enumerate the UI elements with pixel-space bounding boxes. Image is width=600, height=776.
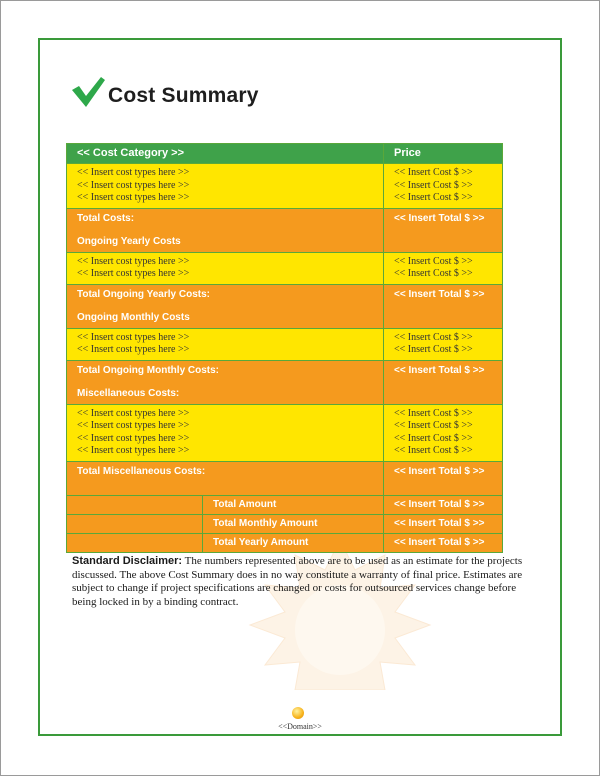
cost-item-label[interactable]: << Insert cost types here >> xyxy=(77,268,190,279)
section-heading: Ongoing Yearly Costs xyxy=(77,235,181,247)
header-category: << Cost Category >> xyxy=(67,144,384,164)
section-total-value[interactable]: << Insert Total $ >> xyxy=(384,208,503,252)
cost-item-list xyxy=(67,404,384,461)
section-total-cell xyxy=(67,461,384,495)
table-header-row xyxy=(67,144,503,164)
cost-price-list xyxy=(384,404,503,461)
section-total-label: Total Ongoing Monthly Costs: xyxy=(77,364,220,376)
disclaimer-heading: Standard Disclaimer: xyxy=(72,555,183,567)
cost-item-price[interactable]: << Insert Cost $ >> xyxy=(394,167,473,178)
section-total-cell xyxy=(67,208,384,252)
section-total-row xyxy=(67,461,503,495)
cost-items-row xyxy=(67,252,503,284)
summary-label: Total Yearly Amount xyxy=(203,533,384,552)
disclaimer-text: The numbers represented above are to be used as an estimate for the projects discussed. The above Cost Summary does in no way constitute a warranty of final price. Estimates are subject to change if project specifications are changed or costs for outsourced services change before being locked in by a binding contract. xyxy=(72,555,523,608)
cost-item-price[interactable]: << Insert Cost $ >> xyxy=(394,255,473,267)
section-total-row xyxy=(67,360,503,404)
section-total-label: Total Costs: xyxy=(77,212,135,224)
section-gap xyxy=(77,225,383,236)
cost-item-label[interactable]: << Insert cost types here >> xyxy=(77,445,190,456)
cost-items-row xyxy=(67,404,503,461)
section-heading: Ongoing Monthly Costs xyxy=(77,311,190,323)
page-title: Cost Summary xyxy=(108,84,259,107)
cost-item-label[interactable]: << Insert cost types here >> xyxy=(77,192,190,203)
cost-item-label[interactable]: << Insert cost types here >> xyxy=(77,255,190,267)
cost-item-price[interactable]: << Insert Cost $ >> xyxy=(394,179,473,191)
cost-item-price[interactable]: << Insert Cost $ >> xyxy=(394,344,473,355)
section-heading: Miscellaneous Costs: xyxy=(77,387,180,399)
cost-item-price[interactable]: << Insert Cost $ >> xyxy=(394,420,473,431)
section-total-label: Total Ongoing Yearly Costs: xyxy=(77,288,210,300)
cost-item-price[interactable]: << Insert Cost $ >> xyxy=(394,192,473,203)
section-total-label: Total Miscellaneous Costs: xyxy=(77,465,206,477)
cost-item-label[interactable]: << Insert cost types here >> xyxy=(77,331,190,343)
cost-item-list xyxy=(67,164,384,209)
summary-value[interactable]: << Insert Total $ >> xyxy=(384,533,503,552)
summary-blank xyxy=(67,495,203,514)
title-row xyxy=(70,76,259,108)
section-total-cell xyxy=(67,284,384,328)
cost-price-list xyxy=(384,328,503,360)
cost-table xyxy=(66,143,503,553)
summary-label: Total Monthly Amount xyxy=(203,514,384,533)
cost-price-list xyxy=(384,164,503,209)
cost-item-label[interactable]: << Insert cost types here >> xyxy=(77,167,190,178)
section-gap xyxy=(77,301,383,312)
cost-item-list xyxy=(67,328,384,360)
section-gap xyxy=(77,377,383,388)
section-total-row xyxy=(67,284,503,328)
footer-logo-icon xyxy=(292,707,304,719)
summary-value[interactable]: << Insert Total $ >> xyxy=(384,514,503,533)
section-total-value[interactable]: << Insert Total $ >> xyxy=(384,284,503,328)
cost-item-label[interactable]: << Insert cost types here >> xyxy=(77,432,190,444)
cost-item-price[interactable]: << Insert Cost $ >> xyxy=(394,445,473,456)
summary-row xyxy=(67,533,503,552)
section-total-cell xyxy=(67,360,384,404)
cost-item-price[interactable]: << Insert Cost $ >> xyxy=(394,432,473,444)
cost-items-row xyxy=(67,328,503,360)
summary-blank xyxy=(67,533,203,552)
section-total-value[interactable]: << Insert Total $ >> xyxy=(384,360,503,404)
cost-item-price[interactable]: << Insert Cost $ >> xyxy=(394,407,473,419)
summary-row xyxy=(67,514,503,533)
disclaimer xyxy=(72,555,532,609)
cost-item-price[interactable]: << Insert Cost $ >> xyxy=(394,268,473,279)
cost-item-label[interactable]: << Insert cost types here >> xyxy=(77,344,190,355)
cost-items-row xyxy=(67,164,503,209)
cost-item-label[interactable]: << Insert cost types here >> xyxy=(77,407,190,419)
cost-item-label[interactable]: << Insert cost types here >> xyxy=(77,420,190,431)
summary-value[interactable]: << Insert Total $ >> xyxy=(384,495,503,514)
cost-item-price[interactable]: << Insert Cost $ >> xyxy=(394,331,473,343)
checkmark-icon xyxy=(70,76,106,108)
section-total-row xyxy=(67,208,503,252)
cost-item-label[interactable]: << Insert cost types here >> xyxy=(77,179,190,191)
footer-domain: <<Domain>> xyxy=(278,722,322,731)
cost-item-list xyxy=(67,252,384,284)
summary-blank xyxy=(67,514,203,533)
cost-price-list xyxy=(384,252,503,284)
header-price: Price xyxy=(384,144,503,164)
summary-label: Total Amount xyxy=(203,495,384,514)
summary-row xyxy=(67,495,503,514)
section-total-value[interactable]: << Insert Total $ >> xyxy=(384,461,503,495)
